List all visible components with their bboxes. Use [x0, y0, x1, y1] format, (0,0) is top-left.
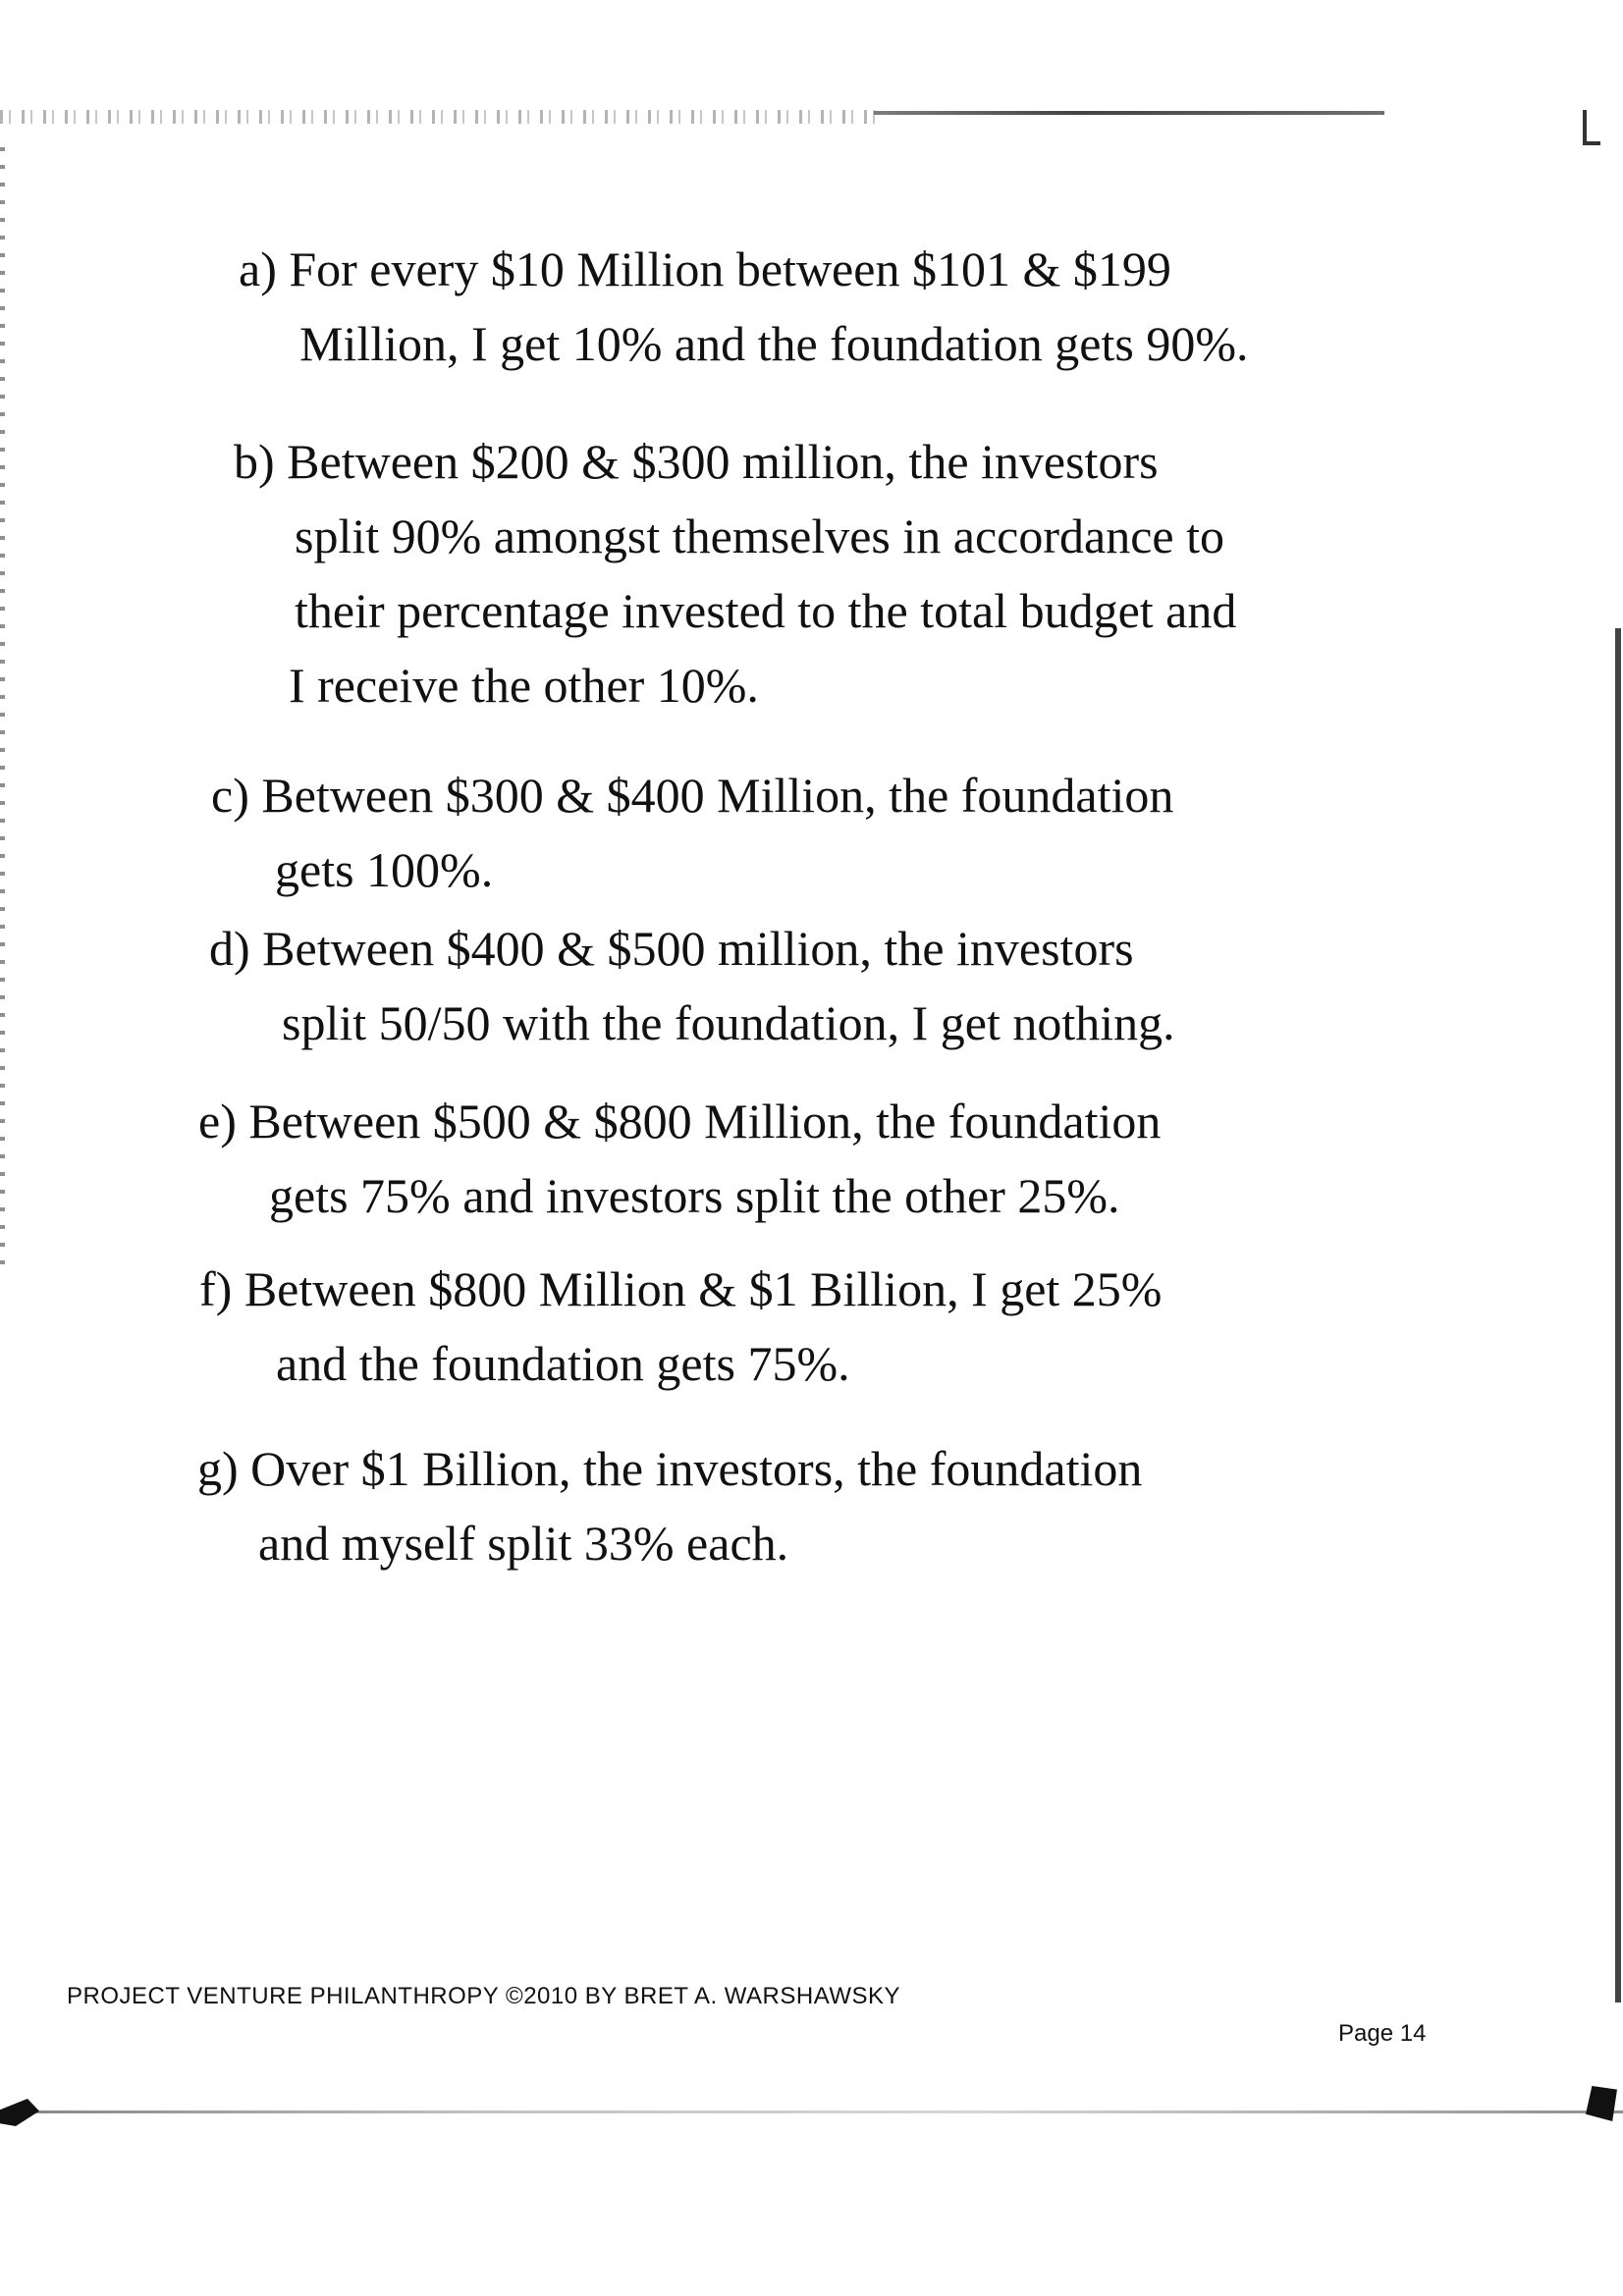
clause-text-line: Between $200 & $300 million, the investors [287, 434, 1159, 489]
scan-corner-mark [1583, 110, 1600, 145]
clause-text-line: Between $500 & $800 Million, the foundation [248, 1094, 1162, 1148]
clause-text-line: Million, I get 10% and the foundation gets 90%. [299, 316, 1249, 371]
clause-text-line: I receive the other 10%. [289, 658, 759, 713]
scan-edge-left [0, 147, 5, 1276]
clause-marker: d) [209, 921, 250, 976]
clause-text-line: split 50/50 with the foundation, I get nothing. [282, 995, 1175, 1050]
scan-noise-top [0, 110, 884, 124]
clause-text-line: and myself split 33% each. [258, 1516, 789, 1571]
clause-a [239, 232, 1249, 381]
scan-corner-mark [0, 2099, 39, 2126]
clause-d [209, 911, 1175, 1060]
scan-edge-right [1615, 628, 1621, 2002]
clause-marker: f) [199, 1261, 233, 1316]
scan-corner-mark [1586, 2086, 1617, 2121]
scan-rule-top [874, 111, 1384, 115]
clause-f [199, 1252, 1162, 1401]
footer-credit: PROJECT VENTURE PHILANTHROPY ©2010 BY BRET A. WARSHAWSKY [67, 1983, 901, 2009]
clause-text-line: Between $800 Million & $1 Billion, I get 25% [243, 1261, 1163, 1316]
scan-rule-bottom [0, 2110, 1623, 2113]
clause-text-line: Between $300 & $400 Million, the foundation [261, 768, 1174, 823]
clause-marker: e) [198, 1094, 237, 1148]
clause-marker: c) [211, 768, 249, 823]
clause-c [211, 758, 1173, 907]
clause-text-line: their percentage invested to the total budget and [295, 583, 1237, 638]
clause-marker: a) [239, 241, 277, 296]
clause-text-line: and the foundation gets 75%. [276, 1336, 850, 1391]
clause-marker: b) [234, 434, 275, 489]
clause-b [234, 424, 1236, 722]
clause-text-line: For every $10 Million between $101 & $199 [289, 241, 1171, 296]
clause-text-line: split 90% amongst themselves in accordance to [295, 508, 1224, 563]
clause-g [197, 1431, 1142, 1580]
clause-text-line: Over $1 Billion, the investors, the foundation [250, 1441, 1143, 1496]
clause-marker: g) [197, 1441, 239, 1496]
clause-e [198, 1084, 1161, 1233]
clause-text-line: gets 75% and investors split the other 25%. [269, 1168, 1120, 1223]
page-number: Page 14 [1338, 2020, 1427, 2047]
clause-text-line: gets 100%. [275, 842, 494, 897]
clause-text-line: Between $400 & $500 million, the investors [262, 921, 1134, 976]
